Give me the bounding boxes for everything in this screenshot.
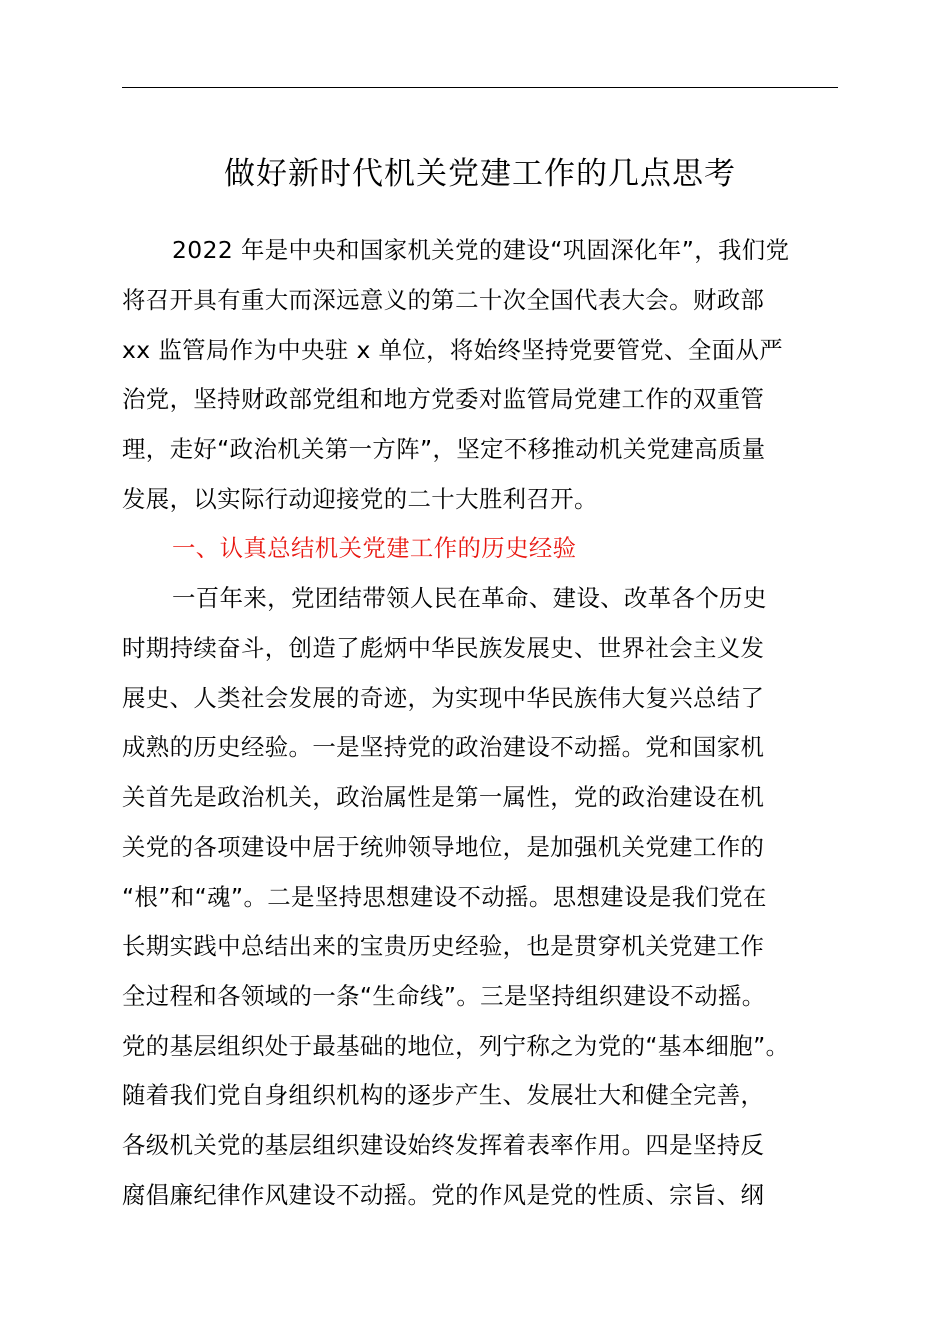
section-line: 展史、人类社会发展的奇迹，为实现中华民族伟大复兴总结了 (122, 683, 765, 712)
intro-line: 发展，以实际行动迎接党的二十大胜利召开。 (122, 484, 598, 513)
intro-line: 2022 年是中央和国家机关党的建设“巩固深化年”，我们党 (172, 236, 790, 264)
section-line: 关党的各项建设中居于统帅领导地位，是加强机关党建工作的 (122, 832, 765, 861)
document-title: 做好新时代机关党建工作的几点思考 (224, 156, 736, 192)
section-line: 关首先是政治机关，政治属性是第一属性，党的政治建设在机 (122, 783, 765, 812)
section-line: 时期持续奋斗，创造了彪炳中华民族发展史、世界社会主义发 (122, 634, 765, 662)
section-line: “根”和“魂”。二是坚持思想建设不动摇。思想建设是我们党在 (122, 882, 767, 911)
section-line: 各级机关党的基层组织建设始终发挥着表率作用。四是坚持反 (122, 1131, 765, 1160)
section-line: 全过程和各领域的一条“生命线”。三是坚持组织建设不动摇。 (122, 981, 766, 1010)
intro-line: 理，走好“政治机关第一方阵”，坚定不移推动机关党建高质量 (122, 435, 766, 464)
section-heading (122, 524, 838, 574)
section-heading-text: 一、认真总结机关党建工作的历史经验 (172, 534, 577, 562)
intro-line: xx 监管局作为中央驻 x 单位，将始终坚持党要管党、全面从严 (122, 335, 783, 364)
section-paragraph-cont (122, 624, 838, 1220)
section-line: 长期实践中总结出来的宝贵历史经验，也是贯穿机关党建工作 (122, 932, 765, 961)
intro-paragraph-cont (122, 276, 838, 525)
section-line: 随着我们党自身组织机构的逐步产生、发展壮大和健全完善， (122, 1081, 765, 1110)
section-line: 成熟的历史经验。一是坚持党的政治建设不动摇。党和国家机 (122, 733, 765, 762)
intro-line: 治党，坚持财政部党组和地方党委对监管局党建工作的双重管 (122, 385, 765, 414)
intro-paragraph (122, 226, 838, 276)
header-rule (122, 87, 838, 88)
intro-line: 将召开具有重大而深远意义的第二十次全国代表大会。财政部 (122, 286, 765, 314)
section-paragraph (122, 574, 838, 624)
section-line: 腐倡廉纪律作风建设不动摇。党的作风是党的性质、宗旨、纲 (122, 1180, 765, 1209)
section-line: 党的基层组织处于最基础的地位，列宁称之为党的“基本细胞”。 (122, 1031, 790, 1060)
section-line: 一百年来，党团结带领人民在革命、建设、改革各个历史 (172, 584, 767, 612)
